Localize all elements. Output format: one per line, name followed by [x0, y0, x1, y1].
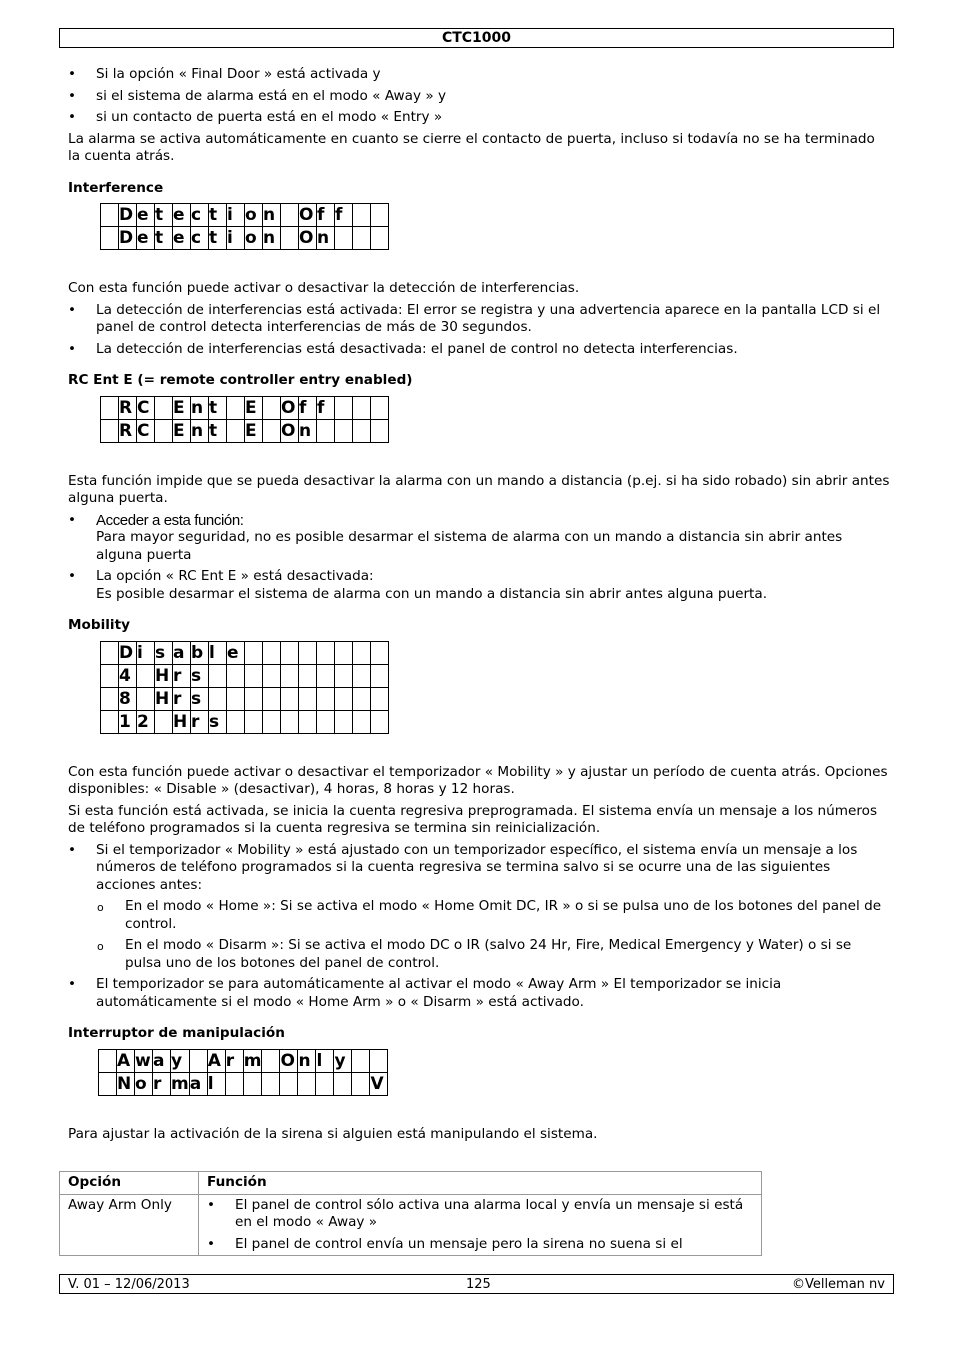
lcd-cell: [245, 710, 263, 733]
lcd-cell: n: [191, 419, 209, 442]
lcd-cell: [101, 227, 119, 250]
lcd-cell: [334, 1072, 352, 1095]
lcd-cell: n: [298, 1049, 316, 1072]
lcd-cell: [353, 641, 371, 664]
lcd-cell: O: [280, 1049, 298, 1072]
lcd-cell: [281, 710, 299, 733]
lcd-cell: [245, 664, 263, 687]
lcd-cell: E: [245, 396, 263, 419]
lcd-display-tamper: [98, 1049, 388, 1096]
lcd-cell: s: [209, 710, 227, 733]
lcd-cell: t: [209, 419, 227, 442]
lcd-cell: w: [135, 1050, 151, 1071]
lcd-cell: t: [155, 227, 173, 250]
lcd-cell: n: [317, 227, 335, 250]
lcd-cell: n: [191, 396, 209, 419]
lcd-cell: n: [263, 204, 281, 227]
table-row: [60, 1194, 762, 1256]
footer-page-number: 125: [466, 1277, 491, 1292]
lcd-cell: n: [299, 419, 317, 442]
lcd-cell: [353, 687, 371, 710]
lcd-cell: e: [173, 204, 191, 227]
lcd-cell: O: [281, 419, 299, 442]
mobility-paragraph-2: Si esta función está activada, se inicia la cuenta regresiva preprogramada. El sistema envía un mensaje a los números de teléfono programados si la cuenta regresiva se termina sin reinicialización.: [68, 802, 878, 836]
lcd-cell: [99, 1049, 117, 1072]
page-header: [59, 28, 894, 48]
lcd-cell: R: [119, 396, 137, 419]
list-item: • El panel de control sólo activa una alarma local y envía un mensaje si está en el modo « Away »: [207, 1197, 749, 1232]
lcd-cell: [263, 396, 281, 419]
lcd-cell: V: [370, 1072, 388, 1095]
lcd-cell: a: [173, 641, 191, 664]
lcd-cell: H: [173, 710, 191, 733]
table-cell-function: [199, 1194, 762, 1256]
footer-copyright: ©Velleman nv: [791, 1277, 885, 1292]
lcd-cell: 8: [119, 687, 137, 710]
lcd-cell: [262, 1072, 280, 1095]
lcd-cell: [263, 710, 281, 733]
sub-list-item: o En el modo « Disarm »: Si se activa el modo DC o IR (salvo 24 Hr, Fire, Medical Emergency y Water) o si se pulsa uno de los botones del panel de control.: [68, 937, 890, 972]
table-cell-option: Away Arm Only: [60, 1194, 199, 1256]
lcd-row: [101, 641, 389, 664]
table-header-row: [60, 1172, 762, 1195]
lcd-cell: [335, 687, 353, 710]
lcd-cell: [101, 710, 119, 733]
column-header-option: Opción: [60, 1172, 199, 1195]
lcd-cell: [101, 664, 119, 687]
lcd-cell: [353, 664, 371, 687]
lcd-cell: [281, 687, 299, 710]
lcd-cell: a: [189, 1072, 207, 1095]
lcd-cell: D: [119, 227, 137, 250]
lcd-row: [99, 1049, 388, 1072]
intro-paragraph: La alarma se activa automáticamente en cuanto se cierre el contacto de puerta, incluso si todavía no se ha terminado la cuenta atrás.: [68, 130, 875, 164]
rcent-list: [68, 512, 890, 604]
lcd-cell: [281, 227, 299, 250]
lcd-cell: [335, 710, 353, 733]
lcd-cell: [335, 396, 353, 419]
rcent-paragraph: Esta función impide que se pueda desactivar la alarma con un mando a distancia (p.ej. si ha sido robado) sin abrir antes alguna puerta.: [68, 472, 890, 506]
list-item: • La detección de interferencias está activada: El error se registra y una advertencia aparece en la pantalla LCD si el panel de control detecta interferencias de más de 30 segundos.: [68, 302, 890, 337]
page-content: [68, 66, 890, 1147]
lcd-cell: [317, 419, 335, 442]
interference-list: [68, 302, 890, 359]
lcd-cell: [137, 664, 155, 687]
lcd-cell: E: [173, 396, 191, 419]
lcd-cell: o: [135, 1072, 153, 1095]
lcd-cell: [137, 687, 155, 710]
lcd-cell: [227, 419, 245, 442]
lcd-cell: s: [191, 687, 209, 710]
lcd-cell: t: [209, 227, 227, 250]
lcd-cell: [101, 419, 119, 442]
interference-paragraph: Con esta función puede activar o desactivar la detección de interferencias.: [68, 280, 580, 296]
lcd-cell: [370, 1049, 388, 1072]
lcd-cell: [245, 687, 263, 710]
list-item-title: • La opción « RC Ent E » está desactivada:: [96, 568, 374, 584]
lcd-cell: [371, 204, 389, 227]
mobility-paragraph-1: Con esta función puede activar o desactivar el temporizador « Mobility » y ajustar un período de cuenta atrás. Opciones disponibles: « Disable » (desactivar), 4 horas, 8 horas y 12 horas.: [68, 763, 888, 797]
tamper-paragraph: Para ajustar la activación de la sirena si alguien está manipulando el sistema.: [68, 1125, 598, 1142]
lcd-cell: r: [225, 1049, 243, 1072]
lcd-cell: f: [317, 396, 335, 419]
lcd-cell: [281, 664, 299, 687]
lcd-cell: 1: [119, 710, 137, 733]
section-heading-tamper: Interruptor de manipulación: [68, 1025, 285, 1041]
lcd-cell: m: [171, 1073, 189, 1094]
lcd-cell: [227, 710, 245, 733]
lcd-cell: y: [171, 1049, 190, 1072]
lcd-row: [101, 227, 389, 250]
lcd-cell: t: [209, 204, 227, 227]
lcd-cell: C: [137, 419, 155, 442]
lcd-row: [101, 419, 389, 442]
lcd-cell: l: [207, 1072, 225, 1095]
lcd-cell: [353, 396, 371, 419]
section-heading-interference: Interference: [68, 179, 164, 196]
lcd-cell: l: [209, 641, 227, 664]
lcd-cell: [155, 419, 173, 442]
section-heading-mobility: Mobility: [68, 617, 130, 633]
lcd-cell: [243, 1072, 262, 1095]
lcd-cell: [245, 641, 263, 664]
lcd-cell: r: [173, 664, 191, 687]
lcd-cell: t: [209, 396, 227, 419]
list-item-title: • Acceder a esta función:: [96, 511, 244, 529]
lcd-cell: e: [137, 204, 155, 227]
lcd-display-interference: [100, 203, 389, 250]
lcd-cell: c: [191, 227, 209, 250]
lcd-cell: [371, 641, 389, 664]
lcd-cell: [371, 710, 389, 733]
lcd-row: [101, 710, 389, 733]
doc-title: CTC1000: [441, 30, 512, 46]
lcd-cell: [209, 687, 227, 710]
lcd-cell: [263, 641, 281, 664]
lcd-row: [101, 396, 389, 419]
lcd-cell: [371, 227, 389, 250]
column-header-function: Función: [199, 1172, 762, 1195]
lcd-cell: [352, 1072, 370, 1095]
intro-list: [68, 66, 890, 127]
lcd-cell: [299, 664, 317, 687]
lcd-cell: [317, 664, 335, 687]
lcd-cell: [352, 1049, 370, 1072]
lcd-cell: [99, 1072, 117, 1095]
lcd-cell: [101, 641, 119, 664]
lcd-cell: t: [155, 204, 173, 227]
lcd-cell: s: [191, 664, 209, 687]
list-item: • El panel de control envía un mensaje pero la sirena no suena si el: [207, 1236, 749, 1254]
lcd-cell: D: [119, 204, 137, 227]
lcd-cell: [316, 1072, 334, 1095]
options-table: [59, 1171, 762, 1256]
section-heading-rcent: RC Ent E (= remote controller entry enabled): [68, 372, 413, 388]
list-item: • La detección de interferencias está desactivada: el panel de control no detecta interferencias.: [68, 341, 890, 359]
lcd-cell: O: [299, 204, 317, 227]
lcd-cell: O: [281, 396, 299, 419]
lcd-cell: [299, 710, 317, 733]
lcd-cell: b: [191, 641, 209, 664]
lcd-cell: f: [299, 396, 317, 419]
lcd-cell: [281, 641, 299, 664]
lcd-cell: [227, 664, 245, 687]
lcd-cell: [353, 227, 371, 250]
list-item: [68, 568, 890, 603]
list-item-text: Para mayor seguridad, no es posible desarmar el sistema de alarma con un mando a distancia sin abrir antes alguna puerta: [96, 529, 843, 563]
list-item: [68, 512, 890, 565]
lcd-cell: [263, 664, 281, 687]
lcd-cell: [335, 419, 353, 442]
mobility-list: [68, 842, 890, 1012]
lcd-cell: [281, 204, 299, 227]
lcd-cell: [299, 641, 317, 664]
list-item: • si un contacto de puerta está en el modo « Entry »: [68, 109, 890, 127]
lcd-cell: O: [299, 227, 317, 250]
lcd-cell: i: [227, 204, 245, 227]
lcd-cell: [280, 1072, 298, 1095]
lcd-cell: a: [153, 1049, 171, 1072]
lcd-cell: o: [245, 204, 263, 227]
lcd-cell: [225, 1072, 243, 1095]
lcd-cell: [317, 687, 335, 710]
lcd-cell: [101, 204, 119, 227]
lcd-cell: e: [173, 227, 191, 250]
lcd-cell: 4: [119, 664, 137, 687]
lcd-cell: [317, 710, 335, 733]
lcd-cell: [317, 641, 335, 664]
lcd-cell: [335, 227, 353, 250]
lcd-cell: n: [263, 227, 281, 250]
lcd-row: [101, 204, 389, 227]
lcd-cell: i: [137, 641, 155, 664]
lcd-cell: [371, 396, 389, 419]
lcd-cell: m: [243, 1050, 262, 1071]
lcd-cell: R: [119, 419, 137, 442]
lcd-display-rcent: [100, 396, 389, 443]
lcd-cell: [299, 687, 317, 710]
list-item: • Si el temporizador « Mobility » está ajustado con un temporizador específico, el sistema envía un mensaje a los números de teléfono programados si la cuenta regresiva se termina salvo si se ocurre una de las siguientes acciones antes:: [68, 842, 890, 895]
lcd-cell: A: [117, 1049, 135, 1072]
lcd-cell: s: [155, 641, 173, 664]
lcd-cell: C: [137, 396, 155, 419]
lcd-cell: H: [155, 664, 173, 687]
lcd-cell: E: [245, 419, 263, 442]
lcd-cell: [263, 419, 281, 442]
lcd-cell: [335, 641, 353, 664]
lcd-cell: [353, 419, 371, 442]
lcd-cell: l: [316, 1049, 334, 1072]
lcd-cell: N: [117, 1072, 135, 1095]
lcd-cell: [262, 1049, 280, 1072]
lcd-row: [101, 664, 389, 687]
lcd-row: [101, 687, 389, 710]
lcd-cell: [101, 687, 119, 710]
lcd-cell: A: [207, 1049, 225, 1072]
lcd-cell: [335, 664, 353, 687]
lcd-cell: [209, 664, 227, 687]
lcd-cell: o: [245, 227, 263, 250]
lcd-row: [99, 1072, 388, 1095]
lcd-cell: 2: [137, 710, 155, 733]
lcd-cell: r: [173, 687, 191, 710]
lcd-cell: r: [191, 710, 209, 733]
lcd-cell: [371, 687, 389, 710]
lcd-cell: i: [227, 227, 245, 250]
list-item: • El temporizador se para automáticamente al activar el modo « Away Arm » El temporizador se inicia automáticamente si el modo « Home Arm » o « Disarm » está activado.: [68, 976, 890, 1011]
lcd-cell: [353, 710, 371, 733]
lcd-cell: [371, 664, 389, 687]
lcd-cell: [101, 396, 119, 419]
lcd-cell: [155, 710, 173, 733]
lcd-cell: D: [119, 641, 137, 664]
lcd-cell: [298, 1072, 316, 1095]
lcd-cell: [353, 204, 371, 227]
lcd-cell: [371, 419, 389, 442]
list-item: • si el sistema de alarma está en el modo « Away » y: [68, 88, 890, 106]
lcd-cell: [227, 687, 245, 710]
lcd-display-mobility: [100, 641, 389, 734]
lcd-cell: f: [335, 204, 353, 227]
lcd-cell: E: [173, 419, 191, 442]
lcd-cell: [263, 687, 281, 710]
lcd-cell: e: [227, 641, 245, 664]
list-item-text: Es posible desarmar el sistema de alarma con un mando a distancia sin abrir antes alguna puerta.: [96, 585, 768, 602]
sub-list-item: o En el modo « Home »: Si se activa el modo « Home Omit DC, IR » o si se pulsa uno de los botones del panel de control.: [68, 898, 890, 933]
lcd-cell: r: [153, 1072, 171, 1095]
footer-version: V. 01 – 12/06/2013: [68, 1277, 190, 1292]
lcd-cell: [189, 1049, 207, 1072]
page-footer: [59, 1274, 894, 1294]
lcd-cell: f: [317, 204, 335, 227]
lcd-cell: y: [334, 1049, 352, 1072]
lcd-cell: c: [191, 204, 209, 227]
lcd-cell: e: [137, 227, 155, 250]
lcd-cell: [227, 396, 245, 419]
lcd-cell: H: [155, 687, 173, 710]
list-item: • Si la opción « Final Door » está activada y: [68, 66, 890, 84]
lcd-cell: [155, 396, 173, 419]
